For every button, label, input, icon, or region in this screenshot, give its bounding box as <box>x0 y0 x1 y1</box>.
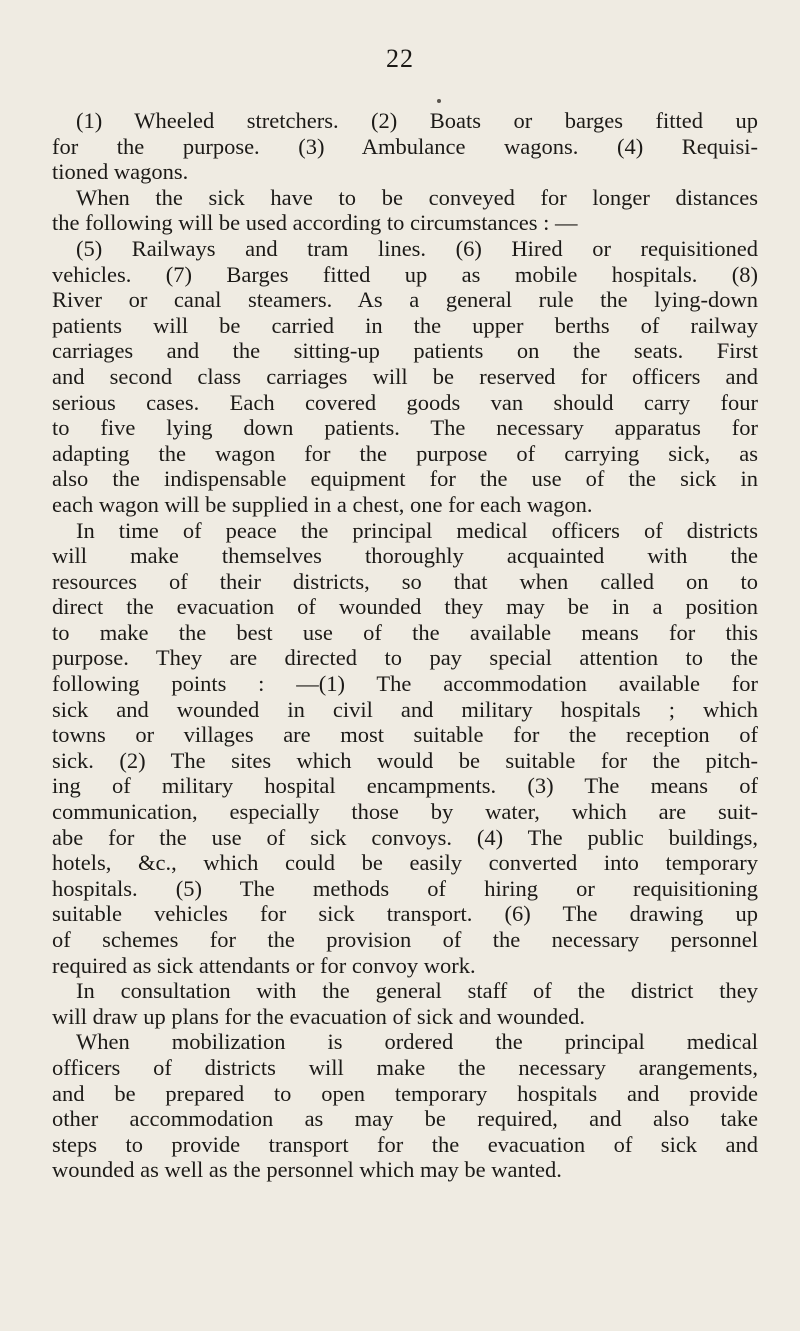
text-line: will make themselves thoroughly acquainted with the <box>52 543 758 569</box>
text-line: tioned wagons. <box>52 159 189 185</box>
text-line: following points : —(1) The accommodation available for <box>52 671 758 697</box>
body-text <box>52 108 758 1183</box>
text-line: direct the evacuation of wounded they may be in a position <box>52 594 758 620</box>
text-line: hospitals. (5) The methods of hiring or requisitioning <box>52 875 758 901</box>
text-line: towns or villages are most suitable for the reception of <box>52 722 758 748</box>
text-line: each wagon will be supplied in a chest, one for each wagon. <box>52 491 593 517</box>
text-line: When the sick have to be conveyed for longer distances <box>76 184 758 210</box>
text-line: steps to provide transport for the evacuation of sick and <box>52 1131 758 1157</box>
text-line: adapting the wagon for the purpose of carrying sick, as <box>52 440 758 466</box>
text-line: resources of their districts, so that when called on to <box>52 568 758 594</box>
text-line: to make the best use of the available means for this <box>52 619 758 645</box>
text-line: (5) Railways and tram lines. (6) Hired or requisitioned <box>76 235 758 261</box>
text-line: When mobilization is ordered the principal medical <box>76 1029 758 1055</box>
text-line: the following will be used according to circumstances : — <box>52 210 578 236</box>
text-line: communication, especially those by water, which are suit- <box>52 799 758 825</box>
text-line: purpose. They are directed to pay special attention to the <box>52 645 758 671</box>
text-line: also the indispensable equipment for the use of the sick in <box>52 466 758 492</box>
text-line: (1) Wheeled stretchers. (2) Boats or barges fitted up <box>76 108 758 133</box>
text-line: In consultation with the general staff of the district they <box>76 978 758 1004</box>
text-line: abe for the use of sick convoys. (4) The public buildings, <box>52 824 758 850</box>
text-line: and be prepared to open temporary hospitals and provide <box>52 1080 758 1106</box>
page-number: 22 <box>386 44 414 73</box>
text-line: other accommodation as may be required, and also take <box>52 1106 758 1132</box>
text-line: officers of districts will make the necessary arangements, <box>52 1054 758 1080</box>
text-line: ing of military hospital encampments. (3) The means of <box>52 773 758 799</box>
text-line: wounded as well as the personnel which may be wanted. <box>52 1157 562 1183</box>
text-line: and second class carriages will be reserved for officers and <box>52 363 758 389</box>
text-line: suitable vehicles for sick transport. (6) The drawing up <box>52 901 758 927</box>
text-line: serious cases. Each covered goods van should carry four <box>52 389 758 415</box>
print-speck <box>437 99 441 103</box>
text-line: to five lying down patients. The necessary apparatus for <box>52 415 758 441</box>
text-line: will draw up plans for the evacuation of sick and wounded. <box>52 1003 585 1029</box>
text-line: required as sick attendants or for convoy work. <box>52 952 476 978</box>
text-line: In time of peace the principal medical officers of districts <box>76 517 758 543</box>
text-line: sick. (2) The sites which would be suitable for the pitch- <box>52 747 758 773</box>
text-line: carriages and the sitting-up patients on the seats. First <box>52 338 758 364</box>
text-line: of schemes for the provision of the necessary personnel <box>52 927 758 952</box>
text-line: patients will be carried in the upper berths of railway <box>52 312 758 338</box>
text-line: for the purpose. (3) Ambulance wagons. (4) Requisi- <box>52 133 758 159</box>
text-line: hotels, &c., which could be easily converted into temporary <box>52 850 758 876</box>
text-line: River or canal steamers. As a general rule the lying-down <box>52 287 758 313</box>
text-line: vehicles. (7) Barges fitted up as mobile hospitals. (8) <box>52 261 758 287</box>
text-line: sick and wounded in civil and military hospitals ; which <box>52 696 758 722</box>
